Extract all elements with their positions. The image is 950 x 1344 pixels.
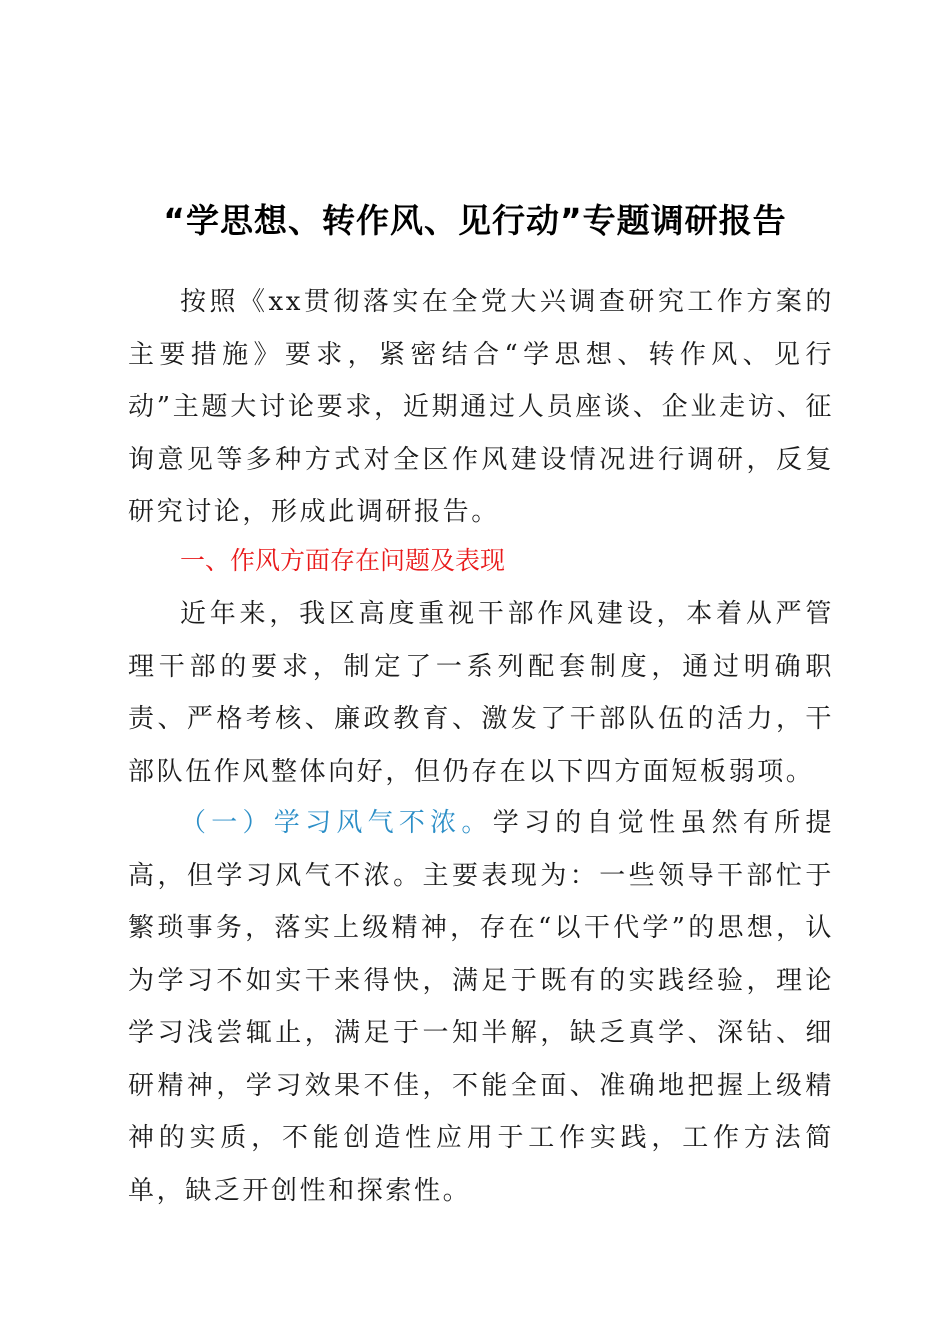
subsection-paragraph: [128, 797, 834, 1217]
section-paragraph: 近年来，我区高度重视干部作风建设，本着从严管理干部的要求，制定了一系列配套制度，通过明确职责、严格考核、廉政教育、激发了干部队伍的活力，干部队伍作风整体向好，但仍存在以下四方面短板弱项。: [128, 599, 834, 787]
intro-paragraph: 按照《xx贯彻落实在全党大兴调查研究工作方案的主要措施》要求，紧密结合“学思想、转作风、见行动”主题大讨论要求，近期通过人员座谈、企业走访、征询意见等多种方式对全区作风建设情况进行调研，反复研究讨论，形成此调研报告。: [128, 287, 834, 527]
document-title: “学思想、转作风、见行动”专题调研报告: [163, 201, 787, 240]
subsection-text: 学习的自觉性虽然有所提高，但学习风气不浓。主要表现为：一些领导干部忙于繁琐事务，落实上级精神，存在“以干代学”的思想，认为学习不如实干来得快，满足于既有的实践经验，理论学习浅尝辄止，满足于一知半解，缺乏真学、深钻、细研精神，学习效果不佳，不能全面、准确地把握上级精神的实质，不能创造性应用于工作实践，工作方法简单，缺乏开创性和探索性。: [128, 808, 834, 1206]
section-heading: 一、作风方面存在问题及表现: [180, 546, 506, 575]
subsection-heading: （一）学习风气不浓。: [180, 808, 493, 838]
